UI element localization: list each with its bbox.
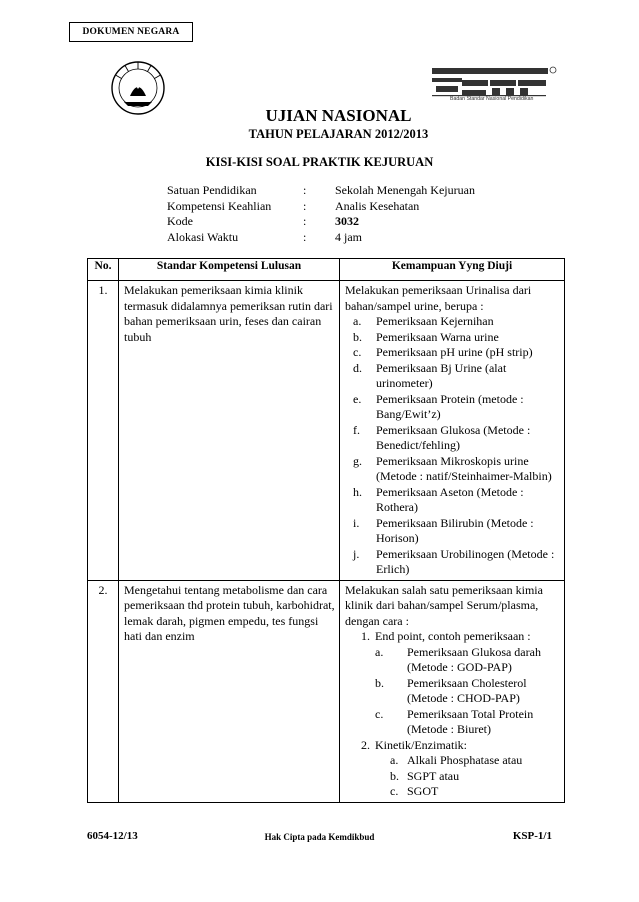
list-marker: c. [353,345,362,359]
list-item [345,330,560,346]
list-item-text: Pemeriksaan Glukosa darah (Metode : GOD-PAP) [407,644,541,674]
list-item-text: Pemeriksaan Bilirubin (Metode : Horison) [376,515,534,545]
meta-key: Alokasi Waktu [167,229,239,244]
method-group [345,629,560,645]
list-item-text: Pemeriksaan Kejernihan [376,314,494,328]
list-marker: h. [353,484,362,499]
bsnp-caption: Badan Standar Nasional Pendidikan [450,96,534,102]
list-item [359,676,560,707]
header-kemampuan: Kemampuan Yyng Diuji [340,259,565,281]
header-standar-kompetensi: Standar Kompetensi Lulusan [119,259,340,281]
meta-key: Satuan Pendidikan [167,183,257,197]
list-item-text: SGOT [407,784,439,798]
row-number: 1. [88,281,119,581]
list-marker: j. [353,546,360,561]
method-group [345,738,560,754]
skl-cell: Melakukan pemeriksaan kimia klinik termasuk didalamnya pemeriksan rutin dari bahan pemeriksaan urin, feses dan cairan tubuh [119,281,340,581]
list-marker: a. [353,314,362,328]
footer-document-code: 6054-12/13 [87,830,138,842]
document-subtitle: KISI-KISI SOAL PRAKTIK KEJURUAN [205,155,434,169]
list-item-text: Pemeriksaan Warna urine [376,329,499,344]
meta-key: Kompetensi Keahlian [167,198,272,213]
list-marker: a. [390,753,399,767]
list-item-text: Pemeriksaan pH urine (pH strip) [376,345,533,359]
page-title: UJIAN NASIONAL [265,106,412,125]
list-marker: a. [375,644,384,659]
test-item-list [345,314,560,578]
list-item [359,784,560,800]
list-item-text: Pemeriksaan Bj Urine (alat urinometer) [376,360,507,390]
list-marker: b. [375,675,384,690]
method-item-list [345,753,560,800]
row-number: 2. [88,580,119,802]
list-item [359,753,560,769]
footer-page-code: KSP-1/1 [512,830,552,842]
meta-colon: : [303,183,307,197]
meta-value: Sekolah Menengah Kejuruan [335,183,475,197]
list-item-text: Pemeriksaan Aseton (Metode : Rothera) [376,484,524,514]
skl-cell: Mengetahui tentang metabolisme dan cara pemeriksaan thd protein tubuh, karbohidrat, lemak darah, pigmen empedu, tes fungsi hati dan enzim [119,580,340,802]
meta-value: Analis Kesehatan [335,198,420,213]
list-item-text: SGPT atau [407,768,460,783]
list-marker: g. [353,453,362,468]
list-item [359,769,560,785]
list-item [359,645,560,676]
list-item [345,314,560,330]
list-item-text: Pemeriksaan Mikroskopis urine (Metode : natif/Steinhaimer-Malbin) [376,453,552,483]
meta-value: 3032 [335,214,359,228]
list-item-text: Pemeriksaan Glukosa (Metode : Benedict/fehling) [376,422,531,452]
document-classification-stamp: DOKUMEN NEGARA [69,22,193,42]
group-marker: 2. [361,737,370,752]
list-item-text: Alkali Phosphatase atau [407,753,523,767]
list-marker: d. [353,360,362,375]
header-no: No. [88,259,119,281]
list-marker: b. [390,768,399,783]
list-marker: e. [353,391,362,406]
list-item [345,361,560,392]
list-item [345,547,560,578]
table-header-row [88,259,565,281]
table-row [88,580,565,802]
kemampuan-cell [340,580,565,802]
list-item [345,485,560,516]
kemampuan-intro: Melakukan pemeriksaan Urinalisa dari bahan/sampel urine, berupa : [345,283,532,313]
list-marker: b. [353,329,362,344]
kisi-kisi-table [87,258,565,803]
list-item [345,516,560,547]
meta-value: 4 jam [335,229,362,244]
table-row [88,281,565,581]
list-item [345,423,560,454]
list-item [345,345,560,361]
list-item-text: Pemeriksaan Urobilinogen (Metode : Erlich) [376,546,555,576]
group-label: End point, contoh pemeriksaan : [375,629,531,643]
list-marker: f. [353,422,360,437]
meta-colon: : [303,198,307,213]
list-marker: i. [353,515,360,530]
group-label: Kinetik/Enzimatik: [375,737,467,752]
list-item-text: Pemeriksaan Cholesterol (Metode : CHOD-PAP) [407,675,527,705]
group-marker: 1. [361,629,370,643]
meta-colon: : [303,229,307,244]
meta-key: Kode [167,214,193,228]
list-item [345,392,560,423]
kemampuan-intro: Melakukan salah satu pemeriksaan kimia klinik dari bahan/sampel Serum/plasma, dengan cara : [345,582,543,628]
list-marker: c. [375,706,384,721]
method-item-list [345,645,560,738]
list-item [345,454,560,485]
kemampuan-cell [340,281,565,581]
footer-copyright: Hak Cipta pada Kemdikbud [264,832,375,842]
academic-year: TAHUN PELAJARAN 2012/2013 [248,127,429,141]
list-marker: c. [390,784,399,798]
list-item-text: Pemeriksaan Protein (metode : Bang/Ewit’z) [376,391,524,421]
list-item [359,707,560,738]
list-item-text: Pemeriksaan Total Protein (Metode : Biuret) [407,706,534,736]
meta-colon: : [303,214,307,228]
